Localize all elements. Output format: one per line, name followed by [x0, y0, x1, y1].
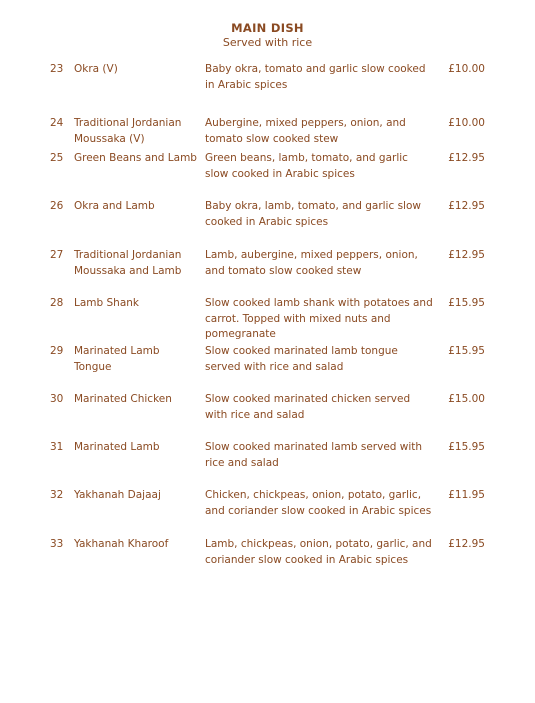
item-description: Slow cooked marinated lamb tongue served with rice and salad: [205, 345, 398, 373]
item-price: £15.95: [448, 297, 485, 309]
item-name: Okra (V): [74, 63, 118, 75]
item-number: 24: [50, 117, 64, 129]
menu-heading: [0, 21, 535, 50]
item-price: £12.95: [448, 538, 485, 550]
item-number: 29: [50, 345, 64, 357]
item-name: Yakhanah Kharoof: [74, 538, 169, 550]
item-price: £12.95: [448, 249, 485, 261]
item-name: Yakhanah Dajaaj: [74, 489, 161, 501]
item-name: Marinated Lamb: [74, 441, 160, 453]
item-description: Baby okra, lamb, tomato, and garlic slow cooked in Arabic spices: [205, 200, 421, 228]
item-name: Marinated Lamb Tongue: [74, 345, 160, 373]
item-description: Chicken, chickpeas, onion, potato, garlic, and coriander slow cooked in Arabic spices: [205, 489, 432, 517]
item-description: Lamb, aubergine, mixed peppers, onion, and tomato slow cooked stew: [205, 249, 418, 277]
section-subtitle: Served with rice: [222, 36, 313, 49]
item-name: Traditional Jordanian Moussaka (V): [74, 117, 182, 145]
item-name: Green Beans and Lamb: [74, 152, 197, 164]
item-price: £10.00: [448, 117, 485, 129]
item-number: 25: [50, 152, 64, 164]
item-description: Slow cooked lamb shank with potatoes and carrot. Topped with mixed nuts and pomegranate: [205, 297, 433, 340]
item-price: £15.00: [448, 393, 485, 405]
item-name: Marinated Chicken: [74, 393, 172, 405]
item-description: Green beans, lamb, tomato, and garlic slow cooked in Arabic spices: [205, 152, 408, 180]
item-number: 33: [50, 538, 64, 550]
item-price: £15.95: [448, 345, 485, 357]
item-name: Traditional Jordanian Moussaka and Lamb: [74, 249, 182, 277]
item-number: 31: [50, 441, 64, 453]
item-price: £12.95: [448, 152, 485, 164]
item-price: £15.95: [448, 441, 485, 453]
item-name: Okra and Lamb: [74, 200, 155, 212]
item-number: 27: [50, 249, 64, 261]
item-number: 26: [50, 200, 64, 212]
item-name: Lamb Shank: [74, 297, 140, 309]
item-description: Aubergine, mixed peppers, onion, and tomato slow cooked stew: [205, 117, 406, 145]
item-description: Lamb, chickpeas, onion, potato, garlic, and coriander slow cooked in Arabic spices: [205, 538, 432, 566]
item-number: 23: [50, 63, 64, 75]
item-price: £12.95: [448, 200, 485, 212]
item-description: Slow cooked marinated lamb served with rice and salad: [205, 441, 423, 469]
item-number: 32: [50, 489, 64, 501]
section-title: MAIN DISH: [231, 21, 304, 35]
item-description: Slow cooked marinated chicken served with rice and salad: [205, 393, 411, 421]
item-number: 28: [50, 297, 64, 309]
item-number: 30: [50, 393, 64, 405]
item-price: £11.95: [448, 489, 485, 501]
item-price: £10.00: [448, 63, 485, 75]
item-description: Baby okra, tomato and garlic slow cooked in Arabic spices: [205, 63, 426, 91]
